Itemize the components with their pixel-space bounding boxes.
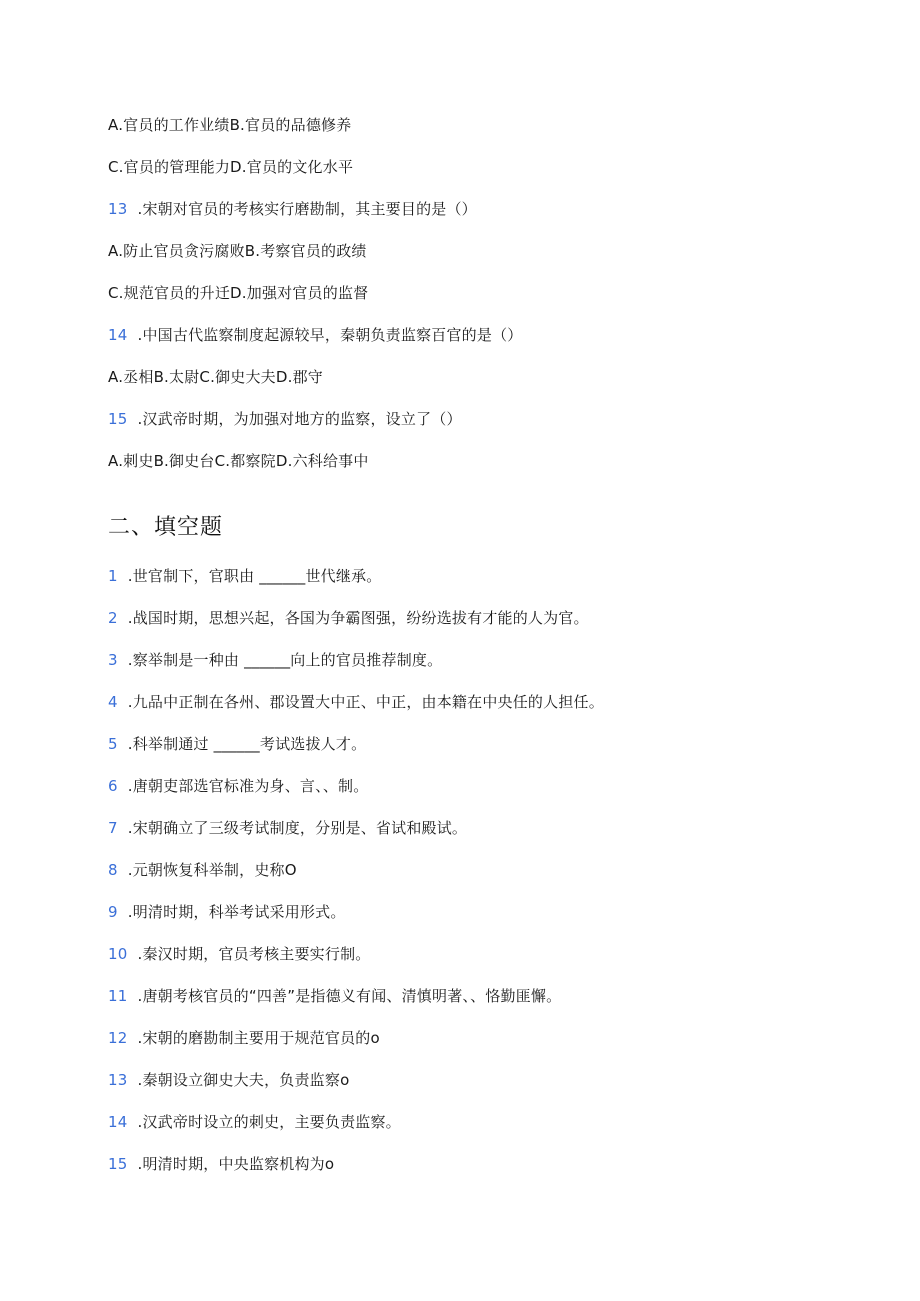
question-line	[108, 409, 462, 429]
question-number: 14	[108, 326, 128, 344]
question-number: 7	[108, 819, 118, 837]
choice-line-text: A.官员的工作业绩B.官员的品德修养	[108, 116, 352, 134]
fill-question-line	[108, 1112, 401, 1132]
question-text: .唐朝考核官员的“四善”是指德义有闻、清慎明著、、恪勤匪懈。	[137, 987, 562, 1005]
choice-options-line	[108, 451, 369, 471]
fill-question-line	[108, 944, 370, 964]
question-number: 11	[108, 987, 128, 1005]
question-number: 6	[108, 777, 118, 795]
fill-question-line	[108, 818, 467, 838]
question-text: .宋朝确立了三级考试制度，分别是、省试和殿试。	[127, 819, 468, 837]
question-line	[108, 199, 477, 219]
fill-question-line	[108, 1070, 349, 1090]
fill-question-line	[108, 608, 589, 628]
section-heading: 二、填空题	[108, 515, 224, 540]
choice-options-line	[108, 367, 323, 387]
question-number: 1	[108, 567, 118, 585]
question-number: 4	[108, 693, 118, 711]
question-number: 14	[108, 1113, 128, 1131]
question-number: 8	[108, 861, 118, 879]
question-text: .战国时期，思想兴起，各国为争霸图强，纷纷选拔有才能的人为官。	[127, 609, 589, 627]
question-number: 15	[108, 1155, 128, 1173]
fill-question-line	[108, 650, 442, 670]
question-number: 5	[108, 735, 118, 753]
question-text: .世官制下，官职由 ______世代继承。	[127, 567, 382, 585]
choice-options-line	[108, 283, 368, 303]
question-text: .汉武帝时期，为加强对地方的监察，设立了（）	[137, 410, 462, 428]
question-number: 13	[108, 200, 128, 218]
question-text: .宋朝对官员的考核实行磨勘制，其主要目的是（）	[137, 200, 477, 218]
choice-line-text: A.刺史B.御史台C.都察院D.六科给事中	[108, 452, 369, 470]
fill-question-line	[108, 1154, 334, 1174]
question-text: .明清时期，中央监察机构为o	[137, 1155, 335, 1173]
choice-line-text: A.丞相B.太尉C.御史大夫D.郡守	[108, 368, 323, 386]
choice-options-line	[108, 241, 367, 261]
fill-question-line	[108, 1028, 380, 1048]
question-number: 3	[108, 651, 118, 669]
question-number: 12	[108, 1029, 128, 1047]
fill-question-line	[108, 692, 604, 712]
question-number: 15	[108, 410, 128, 428]
choice-options-line	[108, 157, 353, 177]
question-text: .元朝恢复科举制，史称O	[127, 861, 297, 879]
question-text: .科举制通过 ______考试选拔人才。	[127, 735, 367, 753]
question-number: 2	[108, 609, 118, 627]
question-text: .秦汉时期，官员考核主要实行制。	[137, 945, 371, 963]
question-text: .秦朝设立御史大夫，负责监察o	[137, 1071, 350, 1089]
question-text: .九品中正制在各州、郡设置大中正、中正，由本籍在中央任的人担任。	[127, 693, 604, 711]
fill-question-line	[108, 734, 366, 754]
question-text: .中国古代监察制度起源较早，秦朝负责监察百官的是（）	[137, 326, 523, 344]
question-text: .唐朝吏部选官标准为身、言、、制。	[127, 777, 369, 795]
question-number: 9	[108, 903, 118, 921]
question-text: .察举制是一种由 ______向上的官员推荐制度。	[127, 651, 443, 669]
choice-options-line	[108, 115, 351, 135]
fill-question-line	[108, 860, 297, 880]
question-text: .汉武帝时设立的刺史，主要负责监察。	[137, 1113, 401, 1131]
fill-question-line	[108, 566, 382, 586]
choice-line-text: C.官员的管理能力D.官员的文化水平	[108, 158, 354, 176]
question-line	[108, 325, 522, 345]
question-number: 10	[108, 945, 128, 963]
question-text: .明清时期，科举考试采用形式。	[127, 903, 346, 921]
question-number: 13	[108, 1071, 128, 1089]
fill-question-line	[108, 986, 561, 1006]
choice-line-text: C.规范官员的升迁D.加强对官员的监督	[108, 284, 369, 302]
choice-line-text: A.防止官员贪污腐败B.考察官员的政绩	[108, 242, 367, 260]
fill-question-line	[108, 902, 346, 922]
question-text: .宋朝的磨勘制主要用于规范官员的o	[137, 1029, 380, 1047]
fill-question-line	[108, 776, 368, 796]
